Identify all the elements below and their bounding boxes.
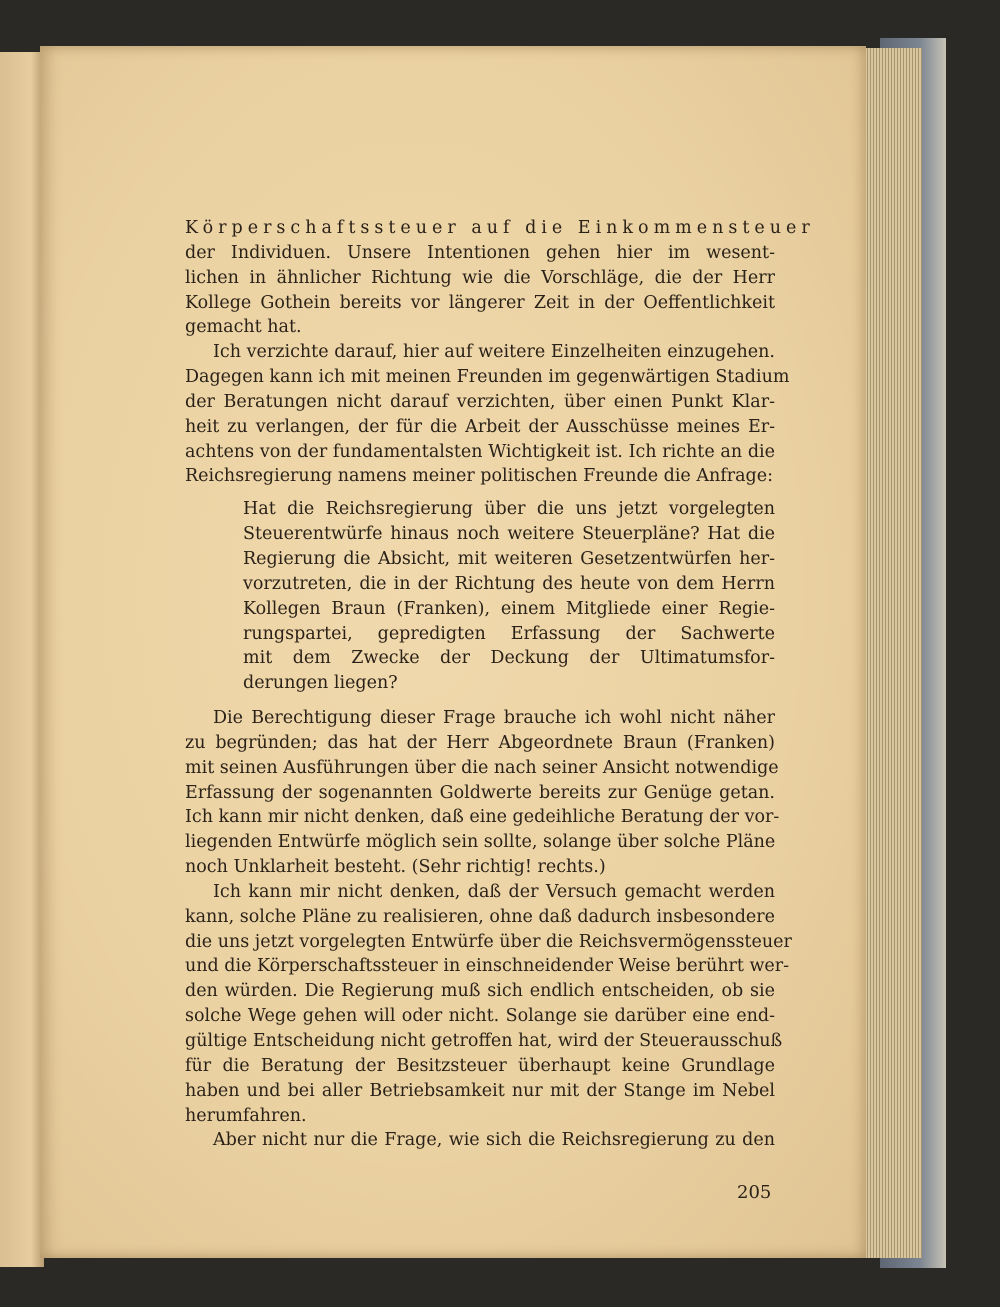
text-line: Ich verzichte darauf, hier auf weitere Einzelheiten einzugehen. <box>213 342 775 363</box>
block-quote <box>243 497 775 696</box>
text-line: für die Beratung der Besitzsteuer überhaupt keine Grundlage <box>185 1055 775 1076</box>
text-line: kann, solche Pläne zu realisieren, ohne daß dadurch insbesondere <box>185 906 775 927</box>
text-line: achtens von der fundamentalsten Wichtigkeit ist. Ich richte an die <box>185 441 775 462</box>
text-line: vorzutreten, die in der Richtung des heute von dem Herrn <box>243 573 775 594</box>
text-line: Erfassung der sogenannten Goldwerte bereits zur Genüge getan. <box>185 782 775 803</box>
text-line: gültige Entscheidung nicht getroffen hat, wird der Steuerausschuß <box>185 1031 783 1051</box>
text-line: Reichsregierung namens meiner politischen Freunde die Anfrage: <box>185 466 773 487</box>
text-line: derungen liegen? <box>243 673 398 694</box>
text-line: Die Berechtigung dieser Frage brauche ich wohl nicht näher <box>213 708 775 729</box>
paragraph <box>185 1128 775 1153</box>
text-line: heit zu verlangen, der für die Arbeit der Ausschüsse meines Er- <box>185 416 775 437</box>
page-text <box>185 216 815 1153</box>
text-line: Hat die Reichsregierung über die uns jetzt vorgelegten <box>243 499 775 520</box>
text-line: rungspartei, gepredigten Erfassung der Sachwerte <box>243 623 775 644</box>
paragraph <box>185 340 790 489</box>
text-line: Körperschaftssteuer auf die Einkommensteuer <box>185 218 815 238</box>
text-line: mit dem Zwecke der Deckung der Ultimatumsfor- <box>243 648 775 669</box>
text-line: herumfahren. <box>185 1105 307 1126</box>
text-line: solche Wege gehen will oder nicht. Solange sie darüber eine end- <box>185 1006 775 1027</box>
text-line: und die Körperschaftssteuer in einschneidender Weise berührt wer- <box>185 956 790 977</box>
left-page-edge <box>0 52 44 1267</box>
text-line: der Individuen. Unsere Intentionen gehen hier im wesent- <box>185 242 775 263</box>
text-line: liegenden Entwürfe möglich sein sollte, solange über solche Pläne <box>185 832 776 853</box>
text-line: noch Unklarheit besteht. (Sehr richtig! rechts.) <box>185 857 606 878</box>
text-line: Regierung die Absicht, mit weiteren Gesetzentwürfen her- <box>243 548 775 569</box>
page-stack-edges <box>862 48 922 1258</box>
text-line: Ich kann mir nicht denken, daß eine gedeihliche Beratung der vor- <box>185 807 780 828</box>
paragraph <box>185 880 792 1128</box>
text-line: die uns jetzt vorgelegten Entwürfe über die Reichsvermögenssteuer <box>185 931 792 952</box>
text-line: Kollegen Braun (Franken), einem Mitgliede einer Regie- <box>243 598 775 619</box>
text-line: haben und bei aller Betriebsamkeit nur mit der Stange im Nebel <box>185 1080 775 1101</box>
text-line: Dagegen kann ich mit meinen Freunden im gegenwärtigen Stadium <box>185 367 790 388</box>
text-line: zu begründen; das hat der Herr Abgeordnete Braun (Franken) <box>185 732 775 753</box>
text-line: Kollege Gothein bereits vor längerer Zeit in der Oeffentlichkeit <box>185 292 775 313</box>
text-line: Aber nicht nur die Frage, wie sich die Reichsregierung zu den <box>213 1130 775 1151</box>
book-page <box>40 46 866 1258</box>
paragraph <box>185 216 815 340</box>
text-line: mit seinen Ausführungen über die nach seiner Ansicht notwendige <box>185 757 779 778</box>
text-line: lichen in ähnlicher Richtung wie die Vorschläge, die der Herr <box>185 267 775 288</box>
text-line: Ich kann mir nicht denken, daß der Versuch gemacht werden <box>213 881 775 902</box>
text-line: den würden. Die Regierung muß sich endlich entscheiden, ob sie <box>185 981 775 1002</box>
paragraph <box>185 706 780 880</box>
text-line: gemacht hat. <box>185 317 302 338</box>
text-line: der Beratungen nicht darauf verzichten, über einen Punkt Klar- <box>185 391 775 412</box>
text-line: Steuerentwürfe hinaus noch weitere Steuerpläne? Hat die <box>243 524 775 545</box>
page-number: 205 <box>737 1182 772 1203</box>
